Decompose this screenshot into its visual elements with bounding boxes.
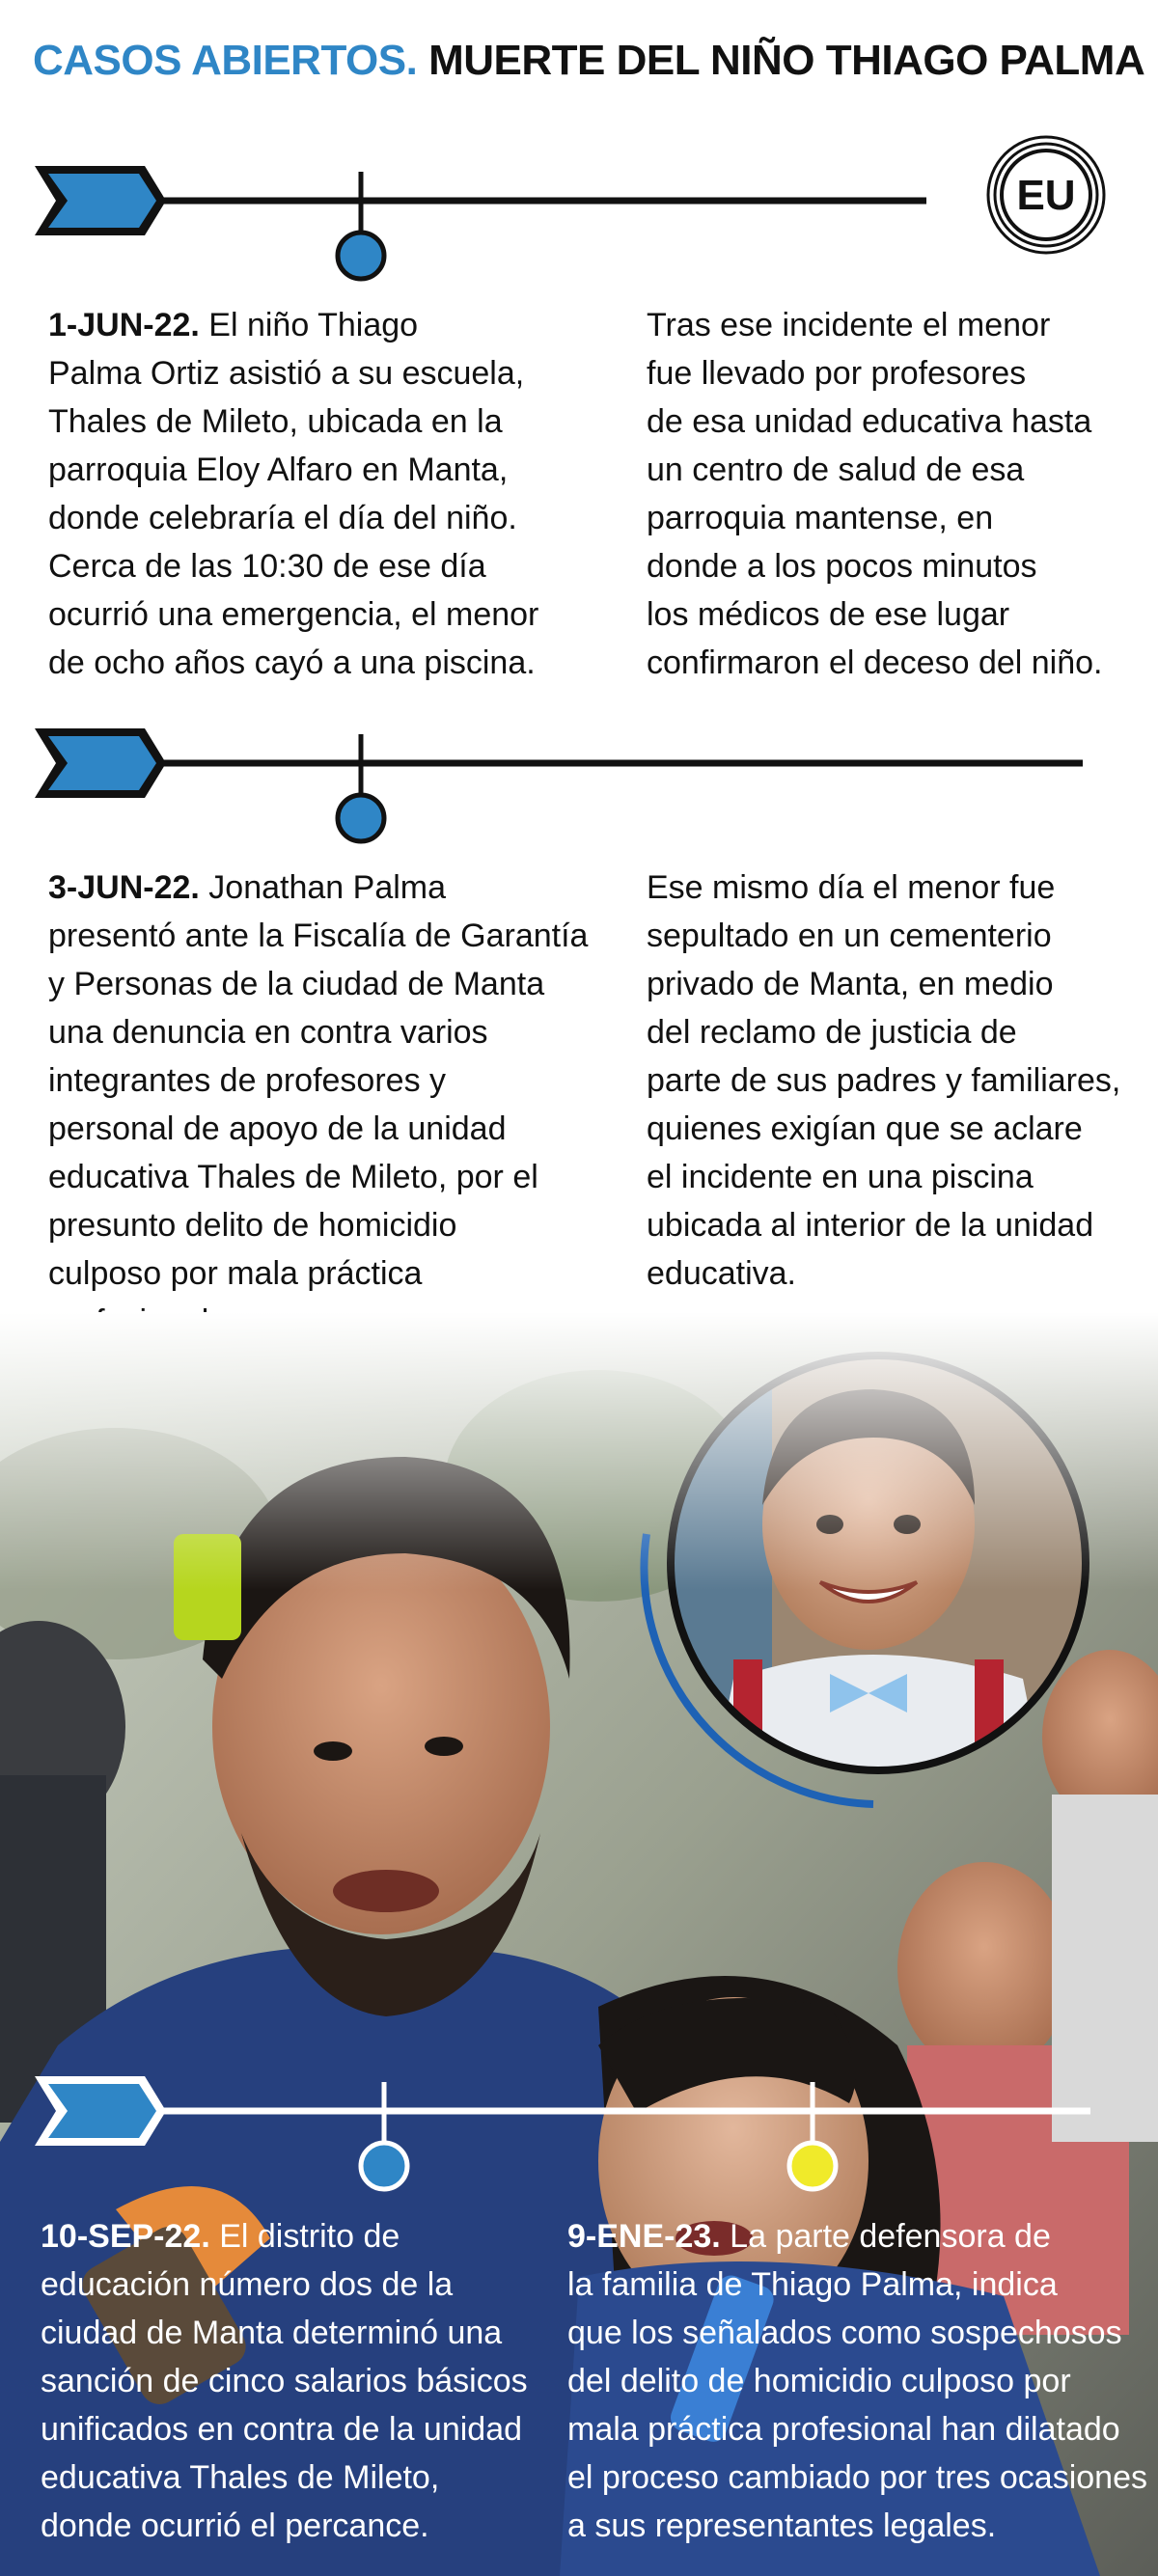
- entry-text: Tras ese incidente el menor fue llevado por profesores de esa unidad educativa hasta un centro de salud de esa parroquia mantense, en donde a los pocos minutos los médicos de ese lugar confirmaron el deceso del niño.: [647, 307, 1103, 681]
- logo-text: EU: [1016, 172, 1076, 219]
- entry-text: Ese mismo día el menor fue sepultado en un cementerio privado de Manta, en medio del reclamo de justicia de parte de sus padres y familiares, quienes exigían que se aclare el incidente en una piscina ubicada al interior de la unidad educativa.: [647, 869, 1121, 1292]
- entry-date: 3-JUN-22.: [48, 869, 200, 906]
- entry-text: El distrito de educación número dos de la ciudad de Manta determinó una sanción de cinco salarios básicos unificados en contra de la unidad educativa Thales de Mileto, donde ocurrió el percance.: [41, 2218, 528, 2544]
- entry-text: El niño Thiago Palma Ortiz asistió a su escuela, Thales de Mileto, ubicada en la parroquia Eloy Alfaro en Manta, donde celebraría el día del niño. Cerca de las 10:30 de ese día ocurrió una emergencia, el menor de ocho años cayó a una piscina.: [48, 307, 539, 681]
- entry-10sep22: [41, 2212, 581, 2550]
- entry-3jun22: [48, 863, 627, 1346]
- title-main: MUERTE DEL NIÑO THIAGO PALMA: [428, 37, 1145, 84]
- eu-logo: [986, 135, 1106, 255]
- timeline-line-1: [0, 145, 965, 289]
- entry-date: 10-SEP-22.: [41, 2218, 210, 2255]
- title-accent: CASOS ABIERTOS.: [33, 37, 418, 84]
- entry-1jun22-cont: [647, 301, 1148, 687]
- page-title: [33, 37, 1144, 85]
- entry-date: 9-ENE-23.: [567, 2218, 721, 2255]
- entry-3jun22-cont: [647, 863, 1148, 1298]
- entry-date: 1-JUN-22.: [48, 307, 200, 343]
- timeline-line-2: [0, 707, 1100, 852]
- entry-1jun22: [48, 301, 589, 687]
- timeline-line-3: [0, 2055, 1110, 2200]
- entry-9ene23: [567, 2212, 1156, 2550]
- entry-text: La parte defensora de la familia de Thiago Palma, indica que los señalados como sospechosos del delito de homicidio culposo por mala práctica profesional han dilatado el proceso cambiado por tres ocasiones a sus representantes legales.: [567, 2218, 1147, 2544]
- entry-text: Jonathan Palma presentó ante la Fiscalía de Garantía y Personas de la ciudad de Manta una denuncia en contra varios integrantes de profesores y personal de apoyo de la unidad educativa Thales de Mileto, por el presunto delito de homicidio culposo por mala práctica: [48, 869, 589, 1292]
